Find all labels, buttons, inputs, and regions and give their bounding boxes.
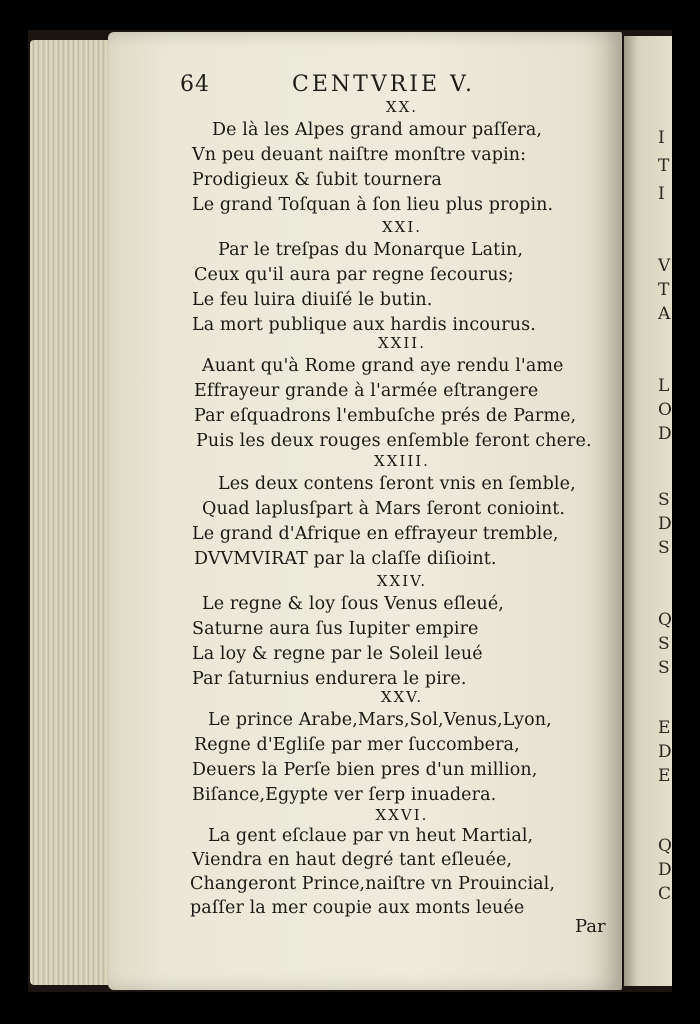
quatrain-number: XXII. — [378, 334, 426, 352]
facing-letter: E — [658, 718, 671, 738]
facing-letter: S — [658, 490, 670, 510]
quatrain-number: XXIII. — [374, 452, 430, 470]
verse-line: De là les Alpes grand amour paſſera, — [212, 120, 543, 140]
verse-line: La gent eſclaue par vn heut Martial, — [208, 826, 534, 846]
verse-line: Ceux qu'il aura par regne ſecourus; — [194, 265, 514, 285]
verse-line: DVVMVIRAT par la claſſe diſioint. — [194, 549, 497, 569]
verse-line: Changeront Prince,naiſtre vn Prouincial, — [190, 874, 556, 894]
quatrain-number: XXI. — [381, 218, 423, 236]
facing-letter: L — [658, 376, 670, 396]
verse-line: Le grand d'Afrique en effrayeur tremble, — [192, 524, 559, 544]
verse-line: Auant qu'à Rome grand aye rendu l'ame — [202, 356, 564, 376]
quatrain-number: XXV. — [380, 688, 424, 706]
quatrain-number: XX. — [385, 98, 419, 116]
quatrain-number: XXIV. — [376, 572, 428, 590]
verse-line: Saturne aura ſus Iupiter empire — [192, 619, 479, 639]
facing-letter: D — [658, 424, 672, 444]
verse-line: Le prince Arabe,Mars,Sol,Venus,Lyon, — [208, 710, 552, 730]
verse-line: Les deux contens ſeront vnis en ſemble, — [218, 474, 576, 494]
verse-line: Regne d'Egliſe par mer ſuccombera, — [194, 735, 520, 755]
verse-line: Deuers la Perſe bien pres d'un million, — [192, 760, 538, 780]
catchword: Par — [575, 916, 606, 937]
facing-letter: S — [658, 658, 670, 678]
verse-line: Par le treſpas du Monarque Latin, — [218, 240, 524, 260]
verse-line: Vn peu deuant naiſtre monſtre vapin: — [192, 145, 527, 165]
verse-line: Le grand Toſquan à ſon lieu plus propin. — [192, 195, 554, 215]
facing-letter: Q — [658, 836, 672, 856]
verse-line: La loy & regne par le Soleil leué — [192, 644, 483, 664]
page-edges — [30, 40, 110, 985]
verse-line: Biſance,Egypte ver ſerp inuadera. — [192, 785, 497, 805]
facing-letter: C — [658, 884, 672, 904]
verse-line: Viendra en haut degré tant eſleuée, — [192, 850, 513, 870]
facing-letter: S — [658, 538, 670, 558]
quatrain-number: XXVI. — [375, 806, 429, 824]
verse-line: paſſer la mer coupie aux monts leuée — [190, 898, 525, 918]
verse-line: Prodigieux & ſubit tournera — [192, 170, 442, 190]
facing-letter: T — [658, 280, 670, 300]
facing-letter: O — [658, 400, 672, 420]
verse-line: Par eſquadrons l'embuſche prés de Parme, — [194, 406, 577, 426]
verse-line: Effrayeur grande à l'armée eſtrangere — [194, 381, 539, 401]
verse-line: Quad laplusſpart à Mars ſeront conioint. — [202, 499, 566, 519]
facing-letter: T — [658, 156, 670, 176]
verse-line: La mort publique aux hardis incourus. — [192, 315, 536, 335]
facing-letter: D — [658, 514, 672, 534]
facing-letter: V — [658, 256, 671, 276]
facing-letter: D — [658, 860, 672, 880]
facing-letter: I — [658, 184, 665, 204]
facing-letter: A — [658, 304, 671, 324]
verse-line: Le feu luira diuiſé le butin. — [192, 290, 433, 310]
facing-letter: S — [658, 634, 670, 654]
facing-letter: E — [658, 766, 671, 786]
verse-line: Puis les deux rouges enſemble feront chere. — [196, 431, 592, 451]
verse-line: Le regne & loy ſous Venus eſleué, — [202, 594, 504, 614]
verse-line: Par ſaturnius endurera le pire. — [192, 669, 467, 689]
running-title: CENTVRIE V. — [292, 72, 476, 97]
facing-letter: I — [658, 128, 665, 148]
page-number: 64 — [180, 72, 210, 97]
facing-letter: Q — [658, 610, 672, 630]
facing-letter: D — [658, 742, 672, 762]
